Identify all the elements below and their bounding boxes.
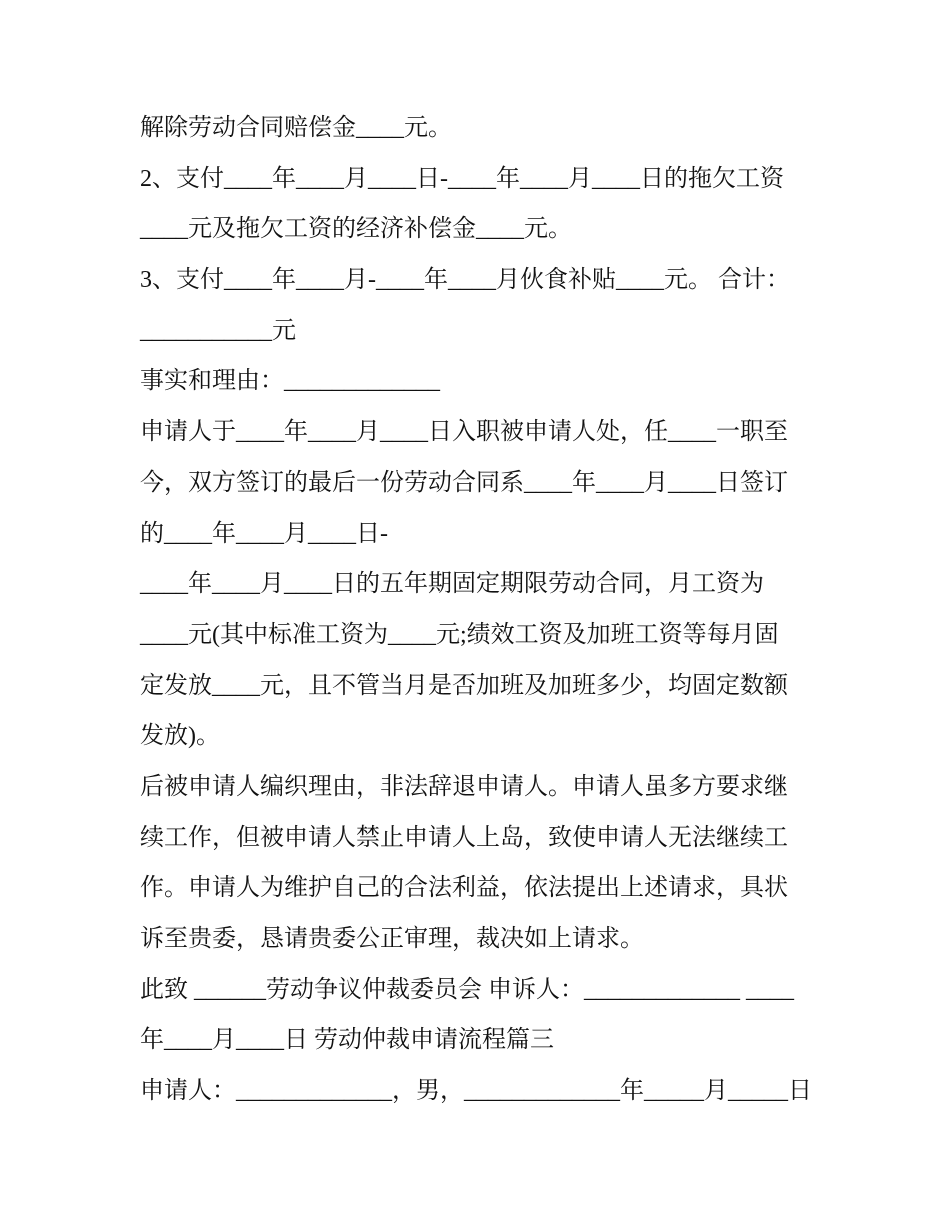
text-line: ___________元 <box>140 317 296 344</box>
text-line: 3、支付____年____月-____年____月伙食补贴____元。 合计： <box>140 267 790 294</box>
text-line: 事实和理由：_____________ <box>140 368 440 395</box>
text-line: 2、支付____年____月____日-____年____月____日的拖欠工资 <box>140 165 784 192</box>
text-line: 作。申请人为维护自己的合法利益，依法提出上述请求，具状 <box>140 875 788 902</box>
text-line: 续工作，但被申请人禁止申请人上岛，致使申请人无法继续工 <box>140 824 788 851</box>
text-line: 解除劳动合同赔偿金____元。 <box>140 115 452 141</box>
text-line: 发放)。 <box>140 723 220 750</box>
text-line: 今，双方签订的最后一份劳动合同系____年____月____日签订 <box>140 469 788 496</box>
text-line: ____元(其中标准工资为____元;绩效工资及加班工资等每月固 <box>140 621 779 648</box>
text-line: 年____月____日 劳动仲裁申请流程篇三 <box>140 1027 554 1054</box>
text-line: 申请人于____年____月____日入职被申请人处，任____一职至 <box>140 419 788 446</box>
text-line: ____年____月____日的五年期固定期限劳动合同，月工资为 <box>140 571 764 598</box>
text-line: 申请人：_____________，男，_____________年_____月_____日 <box>140 1078 812 1105</box>
text-line: 此致 ______劳动争议仲裁委员会 申诉人：_____________ ____ <box>140 976 794 1003</box>
text-line: 的____年____月____日- <box>140 520 388 547</box>
document-body <box>140 103 820 1117</box>
text-line: 定发放____元，且不管当月是否加班及加班多少，均固定数额 <box>140 672 788 699</box>
text-line: 诉至贵委，恳请贵委公正审理，裁决如上请求。 <box>140 926 644 952</box>
text-line: 后被申请人编织理由，非法辞退申请人。申请人虽多方要求继 <box>140 773 788 800</box>
text-line: ____元及拖欠工资的经济补偿金____元。 <box>140 216 572 243</box>
